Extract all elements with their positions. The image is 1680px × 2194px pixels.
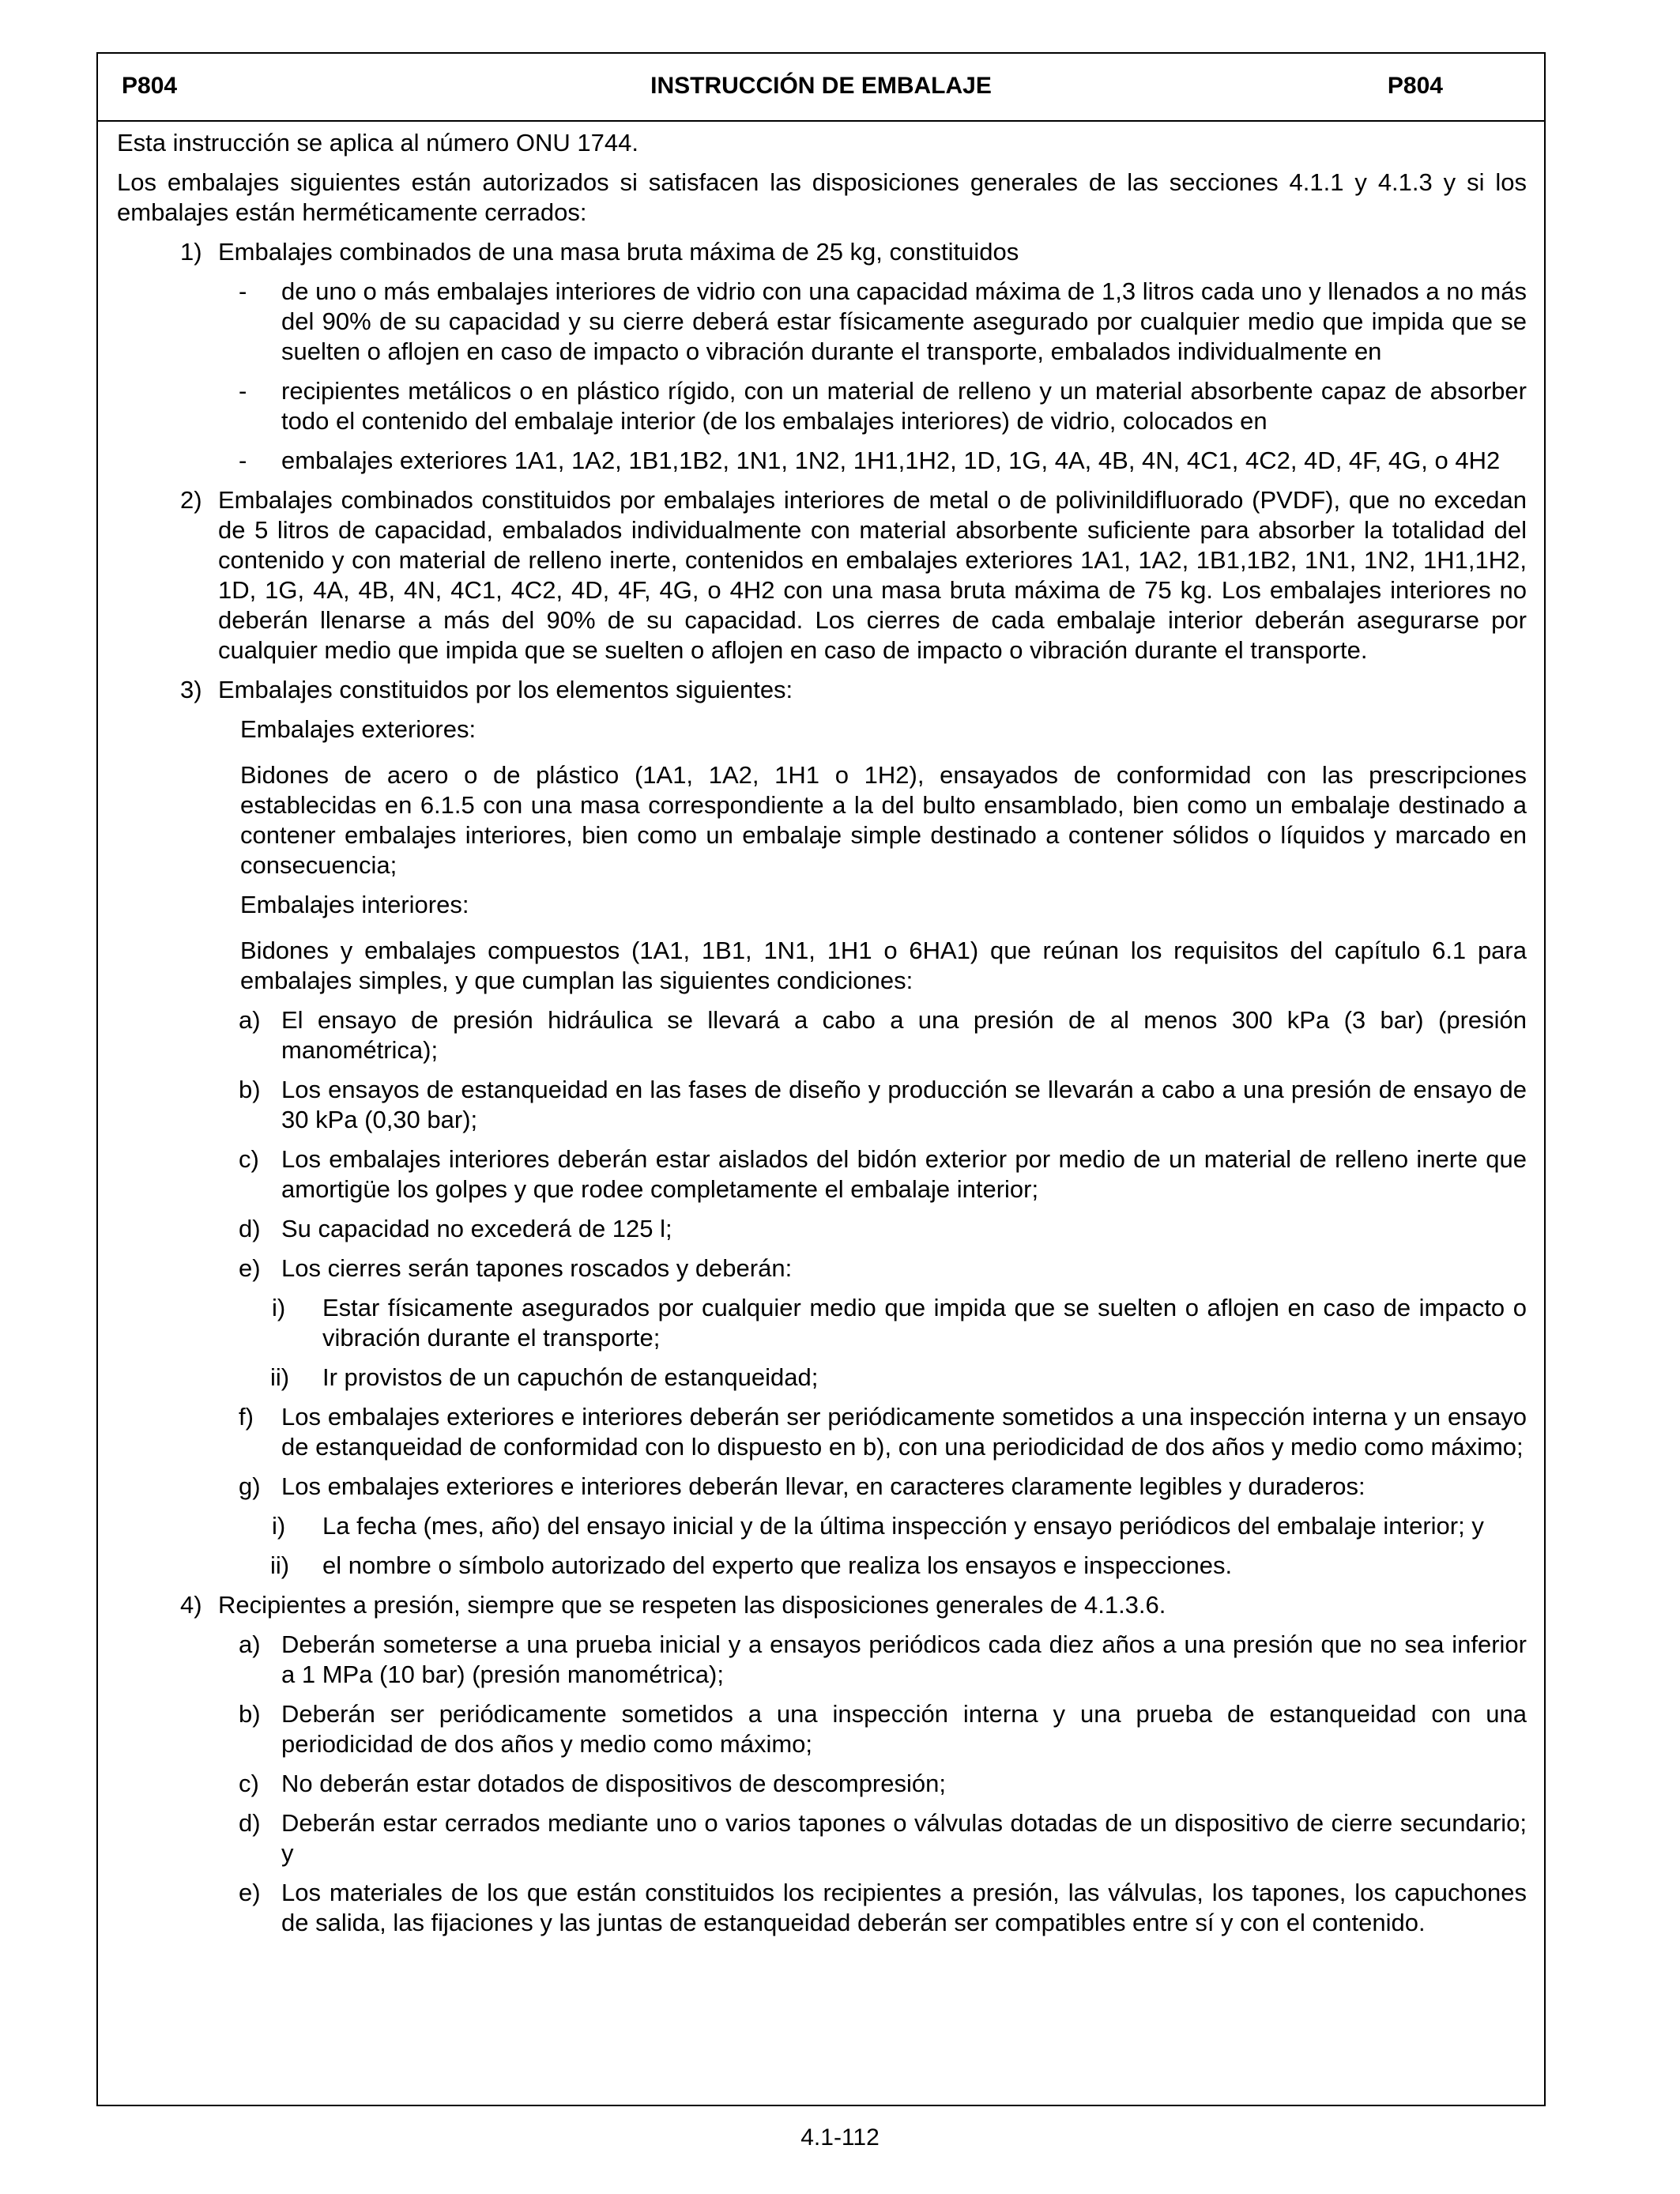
- sub-item-c: [117, 1144, 1527, 1204]
- list-item-1: [117, 237, 1527, 267]
- sub-item-mark: b): [239, 1700, 261, 1728]
- sub-item-text: Su capacidad no excederá de 125 l;: [281, 1215, 672, 1242]
- sub-item-mark: f): [239, 1403, 254, 1431]
- authorized-paragraph: Los embalajes siguientes están autorizados si satisfacen las disposiciones generales de las secciones 4.1.1 y 4.1.3 y si los embalajes están herméticamente cerrados:: [117, 168, 1527, 226]
- item-text: Embalajes combinados constituidos por embalajes interiores de metal o de polivinildifluorado (PVDF), que no excedan de 5 litros de capacidad, embalados individualmente con material absorbente suficiente para absorber la totalidad del contenido y con material de relleno inerte, contenidos en embalajes exteriores 1A1, 1A2, 1B1,1B2, 1N1, 1N2, 1H1,1H2, 1D, 1G, 4A, 4B, 4N, 4C1, 4C2, 4D, 4F, 4G, o 4H2 con una masa bruta máxima de 75 kg. Los embalajes interiores no deberán llenarse a más del 90% de su capacidad. Los cierres de cada embalaje interior deberán asegurarse por cualquier medio que impida que se suelten o aflojen en caso de impacto o vibración durante el transporte.: [218, 486, 1527, 664]
- roman-item-e-ii: [117, 1363, 1527, 1393]
- dash-mark: -: [239, 377, 247, 405]
- sub-item-text: Los embalajes interiores deberán estar aislados del bidón exterior por medio de un material de relleno inerte que amortigüe los golpes y que rodee completamente el embalaje interior;: [281, 1145, 1527, 1203]
- sub-item-b: [117, 1699, 1527, 1759]
- sub-item-d: [117, 1214, 1527, 1244]
- item-text: Embalajes constituidos por los elementos siguientes:: [218, 676, 793, 703]
- dash-text: recipientes metálicos o en plástico rígido, con un material de relleno y un material absorbente capaz de absorber todo el contenido del embalaje interior (de los embalajes interiores) de vidrio, colocados en: [281, 377, 1527, 435]
- item-number: 3): [180, 676, 202, 703]
- sub-item-text: Los materiales de los que están constituidos los recipientes a presión, las válvulas, los tapones, los capuchones de salida, las fijaciones y las juntas de estanqueidad deberán ser compatibles entre sí y con el contenido.: [281, 1879, 1527, 1936]
- roman-item-e-i: [117, 1293, 1527, 1353]
- inner-packaging-label: Embalajes interiores:: [240, 891, 469, 918]
- dash-item: [117, 376, 1527, 436]
- sub-item-mark: c): [239, 1145, 259, 1173]
- roman-mark: i): [272, 1512, 286, 1540]
- applies-paragraph: Esta instrucción se aplica al número ONU 1744.: [117, 129, 638, 156]
- item-number: 1): [180, 238, 202, 266]
- dash-item: [117, 277, 1527, 367]
- sub-item-mark: a): [239, 1006, 261, 1034]
- dash-text: de uno o más embalajes interiores de vidrio con una capacidad máxima de 1,3 litros cada uno y llenados a no más del 90% de su capacidad y su cierre deberá estar físicamente asegurado por cualquier medio que impida que se suelten o aflojen en caso de impacto o vibración durante el transporte, embalados individualmente en: [281, 277, 1527, 365]
- sub-item-text: Los ensayos de estanqueidad en las fases de diseño y producción se llevarán a cabo a una presión de ensayo de 30 kPa (0,30 bar);: [281, 1076, 1527, 1133]
- table-header: [98, 54, 1544, 122]
- sub-item-c: [117, 1769, 1527, 1799]
- roman-text: el nombre o símbolo autorizado del experto que realiza los ensayos e inspecciones.: [322, 1551, 1233, 1579]
- packing-instruction-table: [96, 52, 1546, 2106]
- sub-item-mark: e): [239, 1254, 261, 1282]
- instruction-body: [98, 122, 1544, 1938]
- roman-mark: i): [272, 1294, 286, 1321]
- sub-item-a: [117, 1005, 1527, 1065]
- inner-packaging-text: Bidones y embalajes compuestos (1A1, 1B1, 1N1, 1H1 o 6HA1) que reúnan los requisitos del capítulo 6.1 para embalajes simples, y que cumplan las siguientes condiciones:: [240, 937, 1527, 994]
- sub-item-e: [117, 1253, 1527, 1284]
- roman-item-g-ii: [117, 1551, 1527, 1581]
- sub-item-mark: c): [239, 1770, 259, 1797]
- sub-item-b: [117, 1075, 1527, 1135]
- sub-item-d: [117, 1808, 1527, 1868]
- sub-item-mark: b): [239, 1076, 261, 1103]
- outer-packaging-text: Bidones de acero o de plástico (1A1, 1A2, 1H1 o 1H2), ensayados de conformidad con las prescripciones establecidas en 6.1.5 con una masa correspondiente a la del bulto ensamblado, bien como un embalaje destinado a contener embalajes interiores, bien como un embalaje simple destinado a contener sólidos o líquidos y marcado en consecuencia;: [240, 761, 1527, 879]
- sub-item-mark: a): [239, 1630, 261, 1658]
- sub-item-mark: d): [239, 1809, 261, 1837]
- dash-mark: -: [239, 277, 247, 305]
- sub-item-text: El ensayo de presión hidráulica se llevará a cabo a una presión de al menos 300 kPa (3 bar) (presión manométrica);: [281, 1006, 1527, 1064]
- sub-item-mark: e): [239, 1879, 261, 1906]
- sub-item-a: [117, 1630, 1527, 1690]
- sub-item-mark: d): [239, 1215, 261, 1242]
- roman-mark: ii): [270, 1363, 290, 1391]
- list-item-2: [117, 485, 1527, 665]
- sub-item-text: Los embalajes exteriores e interiores deberán ser periódicamente sometidos a una inspección interna y un ensayo de estanqueidad de conformidad con lo dispuesto en b), con una periodicidad de dos años y medio como máximo;: [281, 1403, 1527, 1461]
- sub-item-text: No deberán estar dotados de dispositivos de descompresión;: [281, 1770, 946, 1797]
- sub-item-text: Deberán ser periódicamente sometidos a una inspección interna y una prueba de estanqueidad con una periodicidad de dos años y medio como máximo;: [281, 1700, 1527, 1758]
- dash-text: embalajes exteriores 1A1, 1A2, 1B1,1B2, 1N1, 1N2, 1H1,1H2, 1D, 1G, 4A, 4B, 4N, 4C1, 4C2, 4D, 4F, 4G, o 4H2: [281, 447, 1501, 474]
- sub-item-text: Deberán someterse a una prueba inicial y a ensayos periódicos cada diez años a una presión que no sea inferior a 1 MPa (10 bar) (presión manométrica);: [281, 1630, 1527, 1688]
- roman-text: Estar físicamente asegurados por cualquier medio que impida que se suelten o aflojen en caso de impacto o vibración durante el transporte;: [322, 1294, 1527, 1351]
- page-number: 4.1-112: [800, 2124, 880, 2151]
- roman-text: La fecha (mes, año) del ensayo inicial y de la última inspección y ensayo periódicos del embalaje interior; y: [322, 1512, 1484, 1540]
- sub-item-text: Los cierres serán tapones roscados y deberán:: [281, 1254, 793, 1282]
- item-number: 4): [180, 1591, 202, 1619]
- instruction-title: INSTRUCCIÓN DE EMBALAJE: [650, 73, 992, 99]
- sub-item-text: Deberán estar cerrados mediante uno o varios tapones o válvulas dotadas de un dispositivo de cierre secundario; y: [281, 1809, 1527, 1867]
- sub-item-mark: g): [239, 1472, 261, 1500]
- list-item-4: [117, 1590, 1527, 1620]
- sub-item-e: [117, 1878, 1527, 1938]
- instruction-code-right: P804: [1387, 73, 1443, 99]
- roman-item-g-i: [117, 1511, 1527, 1541]
- dash-mark: -: [239, 447, 247, 474]
- roman-mark: ii): [270, 1551, 290, 1579]
- roman-text: Ir provistos de un capuchón de estanqueidad;: [322, 1363, 819, 1391]
- item-text: Recipientes a presión, siempre que se respeten las disposiciones generales de 4.1.3.6.: [218, 1591, 1166, 1619]
- sub-item-text: Los embalajes exteriores e interiores deberán llevar, en caracteres claramente legibles y duraderos:: [281, 1472, 1365, 1500]
- item-text: Embalajes combinados de una masa bruta máxima de 25 kg, constituidos: [218, 238, 1019, 266]
- dash-item: [117, 446, 1527, 476]
- sub-item-g: [117, 1472, 1527, 1502]
- sub-item-f: [117, 1402, 1527, 1462]
- list-item-3: [117, 675, 1527, 705]
- instruction-code-left: P804: [122, 73, 178, 99]
- item-number: 2): [180, 486, 202, 514]
- outer-packaging-label: Embalajes exteriores:: [240, 715, 477, 743]
